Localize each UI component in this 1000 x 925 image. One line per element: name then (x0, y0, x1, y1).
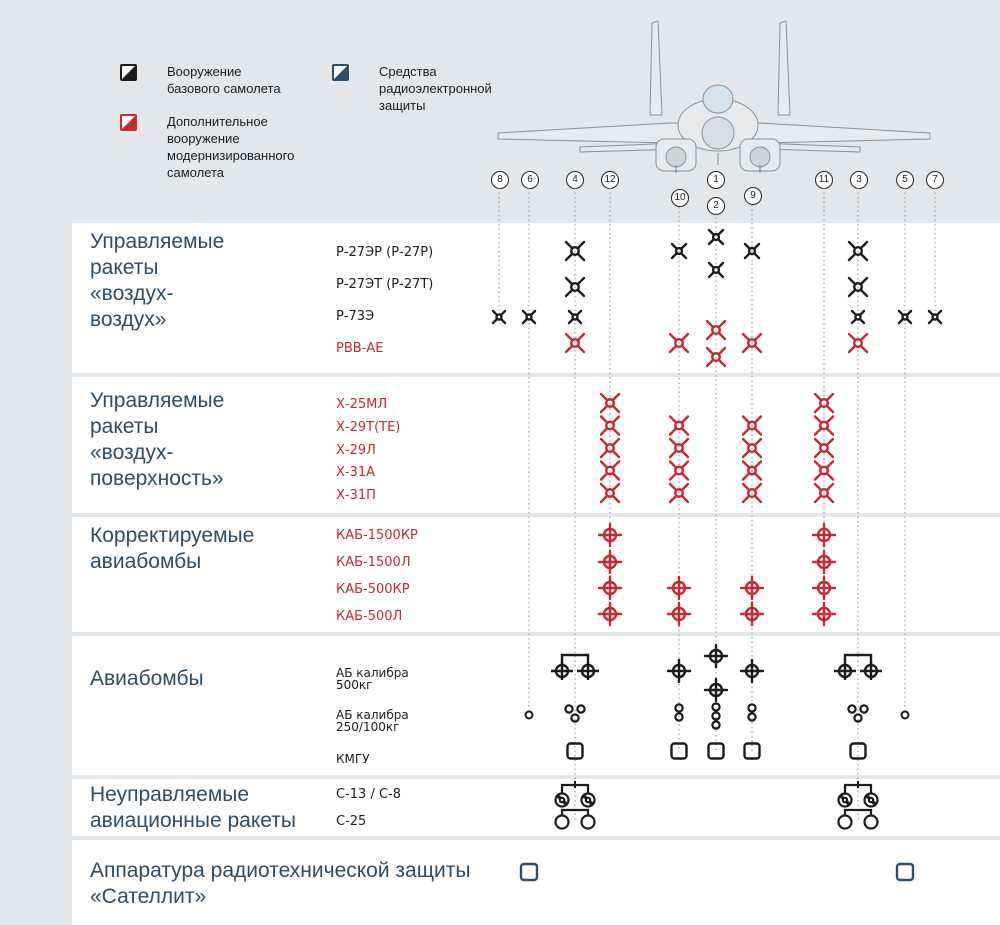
row-label-s13-s8: С-13 / С-8 (336, 787, 401, 802)
legend-base-text: Вооружение базового самолета (167, 64, 281, 96)
row-label-ab500: АБ калибра 500кг (336, 666, 409, 692)
mark-r73e-0 (493, 311, 505, 323)
mark-kab-p10-2 (668, 577, 690, 599)
mark-r73e-5 (929, 311, 941, 323)
mark-kab-p12-3 (599, 603, 621, 625)
pylon-number-3: 3 (850, 171, 868, 189)
row-label-ab250: АБ калибра 250/100кг (336, 708, 409, 734)
section-title-rockets: Неуправляемые авиационные ракеты (90, 783, 296, 832)
mark-r73e-3 (852, 311, 864, 323)
mark-kab-p10-3 (668, 603, 690, 625)
row-label-s25: С-25 (336, 814, 367, 829)
mark-satellite-p5 (897, 864, 913, 880)
mark-satellite-p6 (521, 864, 537, 880)
mark-ab500-p1a (705, 645, 727, 667)
mark-kab-p12-1 (599, 551, 621, 573)
mark-kab-p12-2 (599, 577, 621, 599)
mark-ab500-p4 (551, 655, 599, 680)
row-label-kh31p: Х-31П (336, 488, 376, 503)
section-title-guided-bombs: Корректируемые авиабомбы (90, 524, 255, 573)
row-label-kab1500kr: КАБ-1500КР (336, 528, 418, 543)
mark-kab-p9-2 (741, 577, 763, 599)
mark-ab250-p1 (712, 703, 719, 728)
row-label-kh29l: Х-29Л (336, 443, 376, 458)
pylon-number-9: 9 (744, 187, 762, 205)
section-title-air-to-surface: Управляемые ракеты «воздух- поверхность» (90, 389, 225, 490)
pylon-number-7: 7 (926, 171, 944, 189)
row-label-kab500l: КАБ-500Л (336, 609, 403, 624)
pylon-number-10: 10 (671, 189, 689, 207)
pylon-number-12: 12 (601, 171, 619, 189)
row-label-r27et: Р-27ЭТ (Р-27Т) (336, 277, 434, 292)
mark-kmgu-1 (672, 744, 687, 759)
mark-ab500-p1b (705, 679, 727, 701)
mark-r27et-p1 (709, 263, 723, 277)
mark-kab-p11-3 (813, 603, 835, 625)
mark-kab-p12-0 (599, 524, 621, 546)
mark-r73e-1 (523, 311, 535, 323)
section-title-air-to-air: Управляемые ракеты «воздух- воздух» (90, 230, 225, 331)
mark-kab-p9-3 (741, 603, 763, 625)
mark-ab500-p10 (668, 660, 690, 682)
mark-kab-p11-1 (813, 551, 835, 573)
pylon-number-5: 5 (896, 171, 914, 189)
mark-r73e-4 (899, 311, 911, 323)
mark-kab-p11-2 (813, 577, 835, 599)
section-title-bombs: Авиабомбы (90, 667, 204, 690)
mark-ab250-p6 (526, 712, 533, 719)
row-label-kab1500l: КАБ-1500Л (336, 555, 411, 570)
mark-r27er-p10 (672, 244, 686, 258)
mark-kmgu-2 (709, 744, 724, 759)
row-label-kmgu: КМГУ (336, 752, 370, 766)
section-title-satellite: Аппаратура радиотехнической защиты «Сателлит» (90, 859, 471, 908)
row-label-kh25ml: Х-25МЛ (336, 397, 388, 412)
row-label-r27er: Р-27ЭР (Р-27Р) (336, 245, 434, 260)
row-label-kh29t: Х-29Т(ТЕ) (336, 420, 401, 435)
row-label-kh31a: Х-31А (336, 465, 376, 480)
legend-added-text: Дополнительное вооружение модернизированного самолета (167, 114, 295, 180)
pylon-number-1: 1 (707, 171, 725, 189)
pylon-number-4: 4 (566, 171, 584, 189)
pylon-number-2: 2 (707, 197, 725, 215)
pylon-number-8: 8 (491, 171, 509, 189)
row-label-rvv-ae: РВВ-АЕ (336, 341, 384, 356)
mark-ab500-p3 (834, 655, 882, 680)
legend-ecm-text: Средства радиоэлектронной защиты (379, 64, 492, 113)
mark-r73e-2 (569, 311, 581, 323)
row-label-r73e: Р-73Э (336, 309, 375, 324)
mark-ab500-p9 (741, 660, 763, 682)
mark-kab-p11-0 (813, 524, 835, 546)
pylon-number-11: 11 (815, 171, 833, 189)
mark-ab250-p5 (902, 712, 909, 719)
row-label-kab500kr: КАБ-500КР (336, 582, 410, 597)
pylon-number-6: 6 (521, 171, 539, 189)
